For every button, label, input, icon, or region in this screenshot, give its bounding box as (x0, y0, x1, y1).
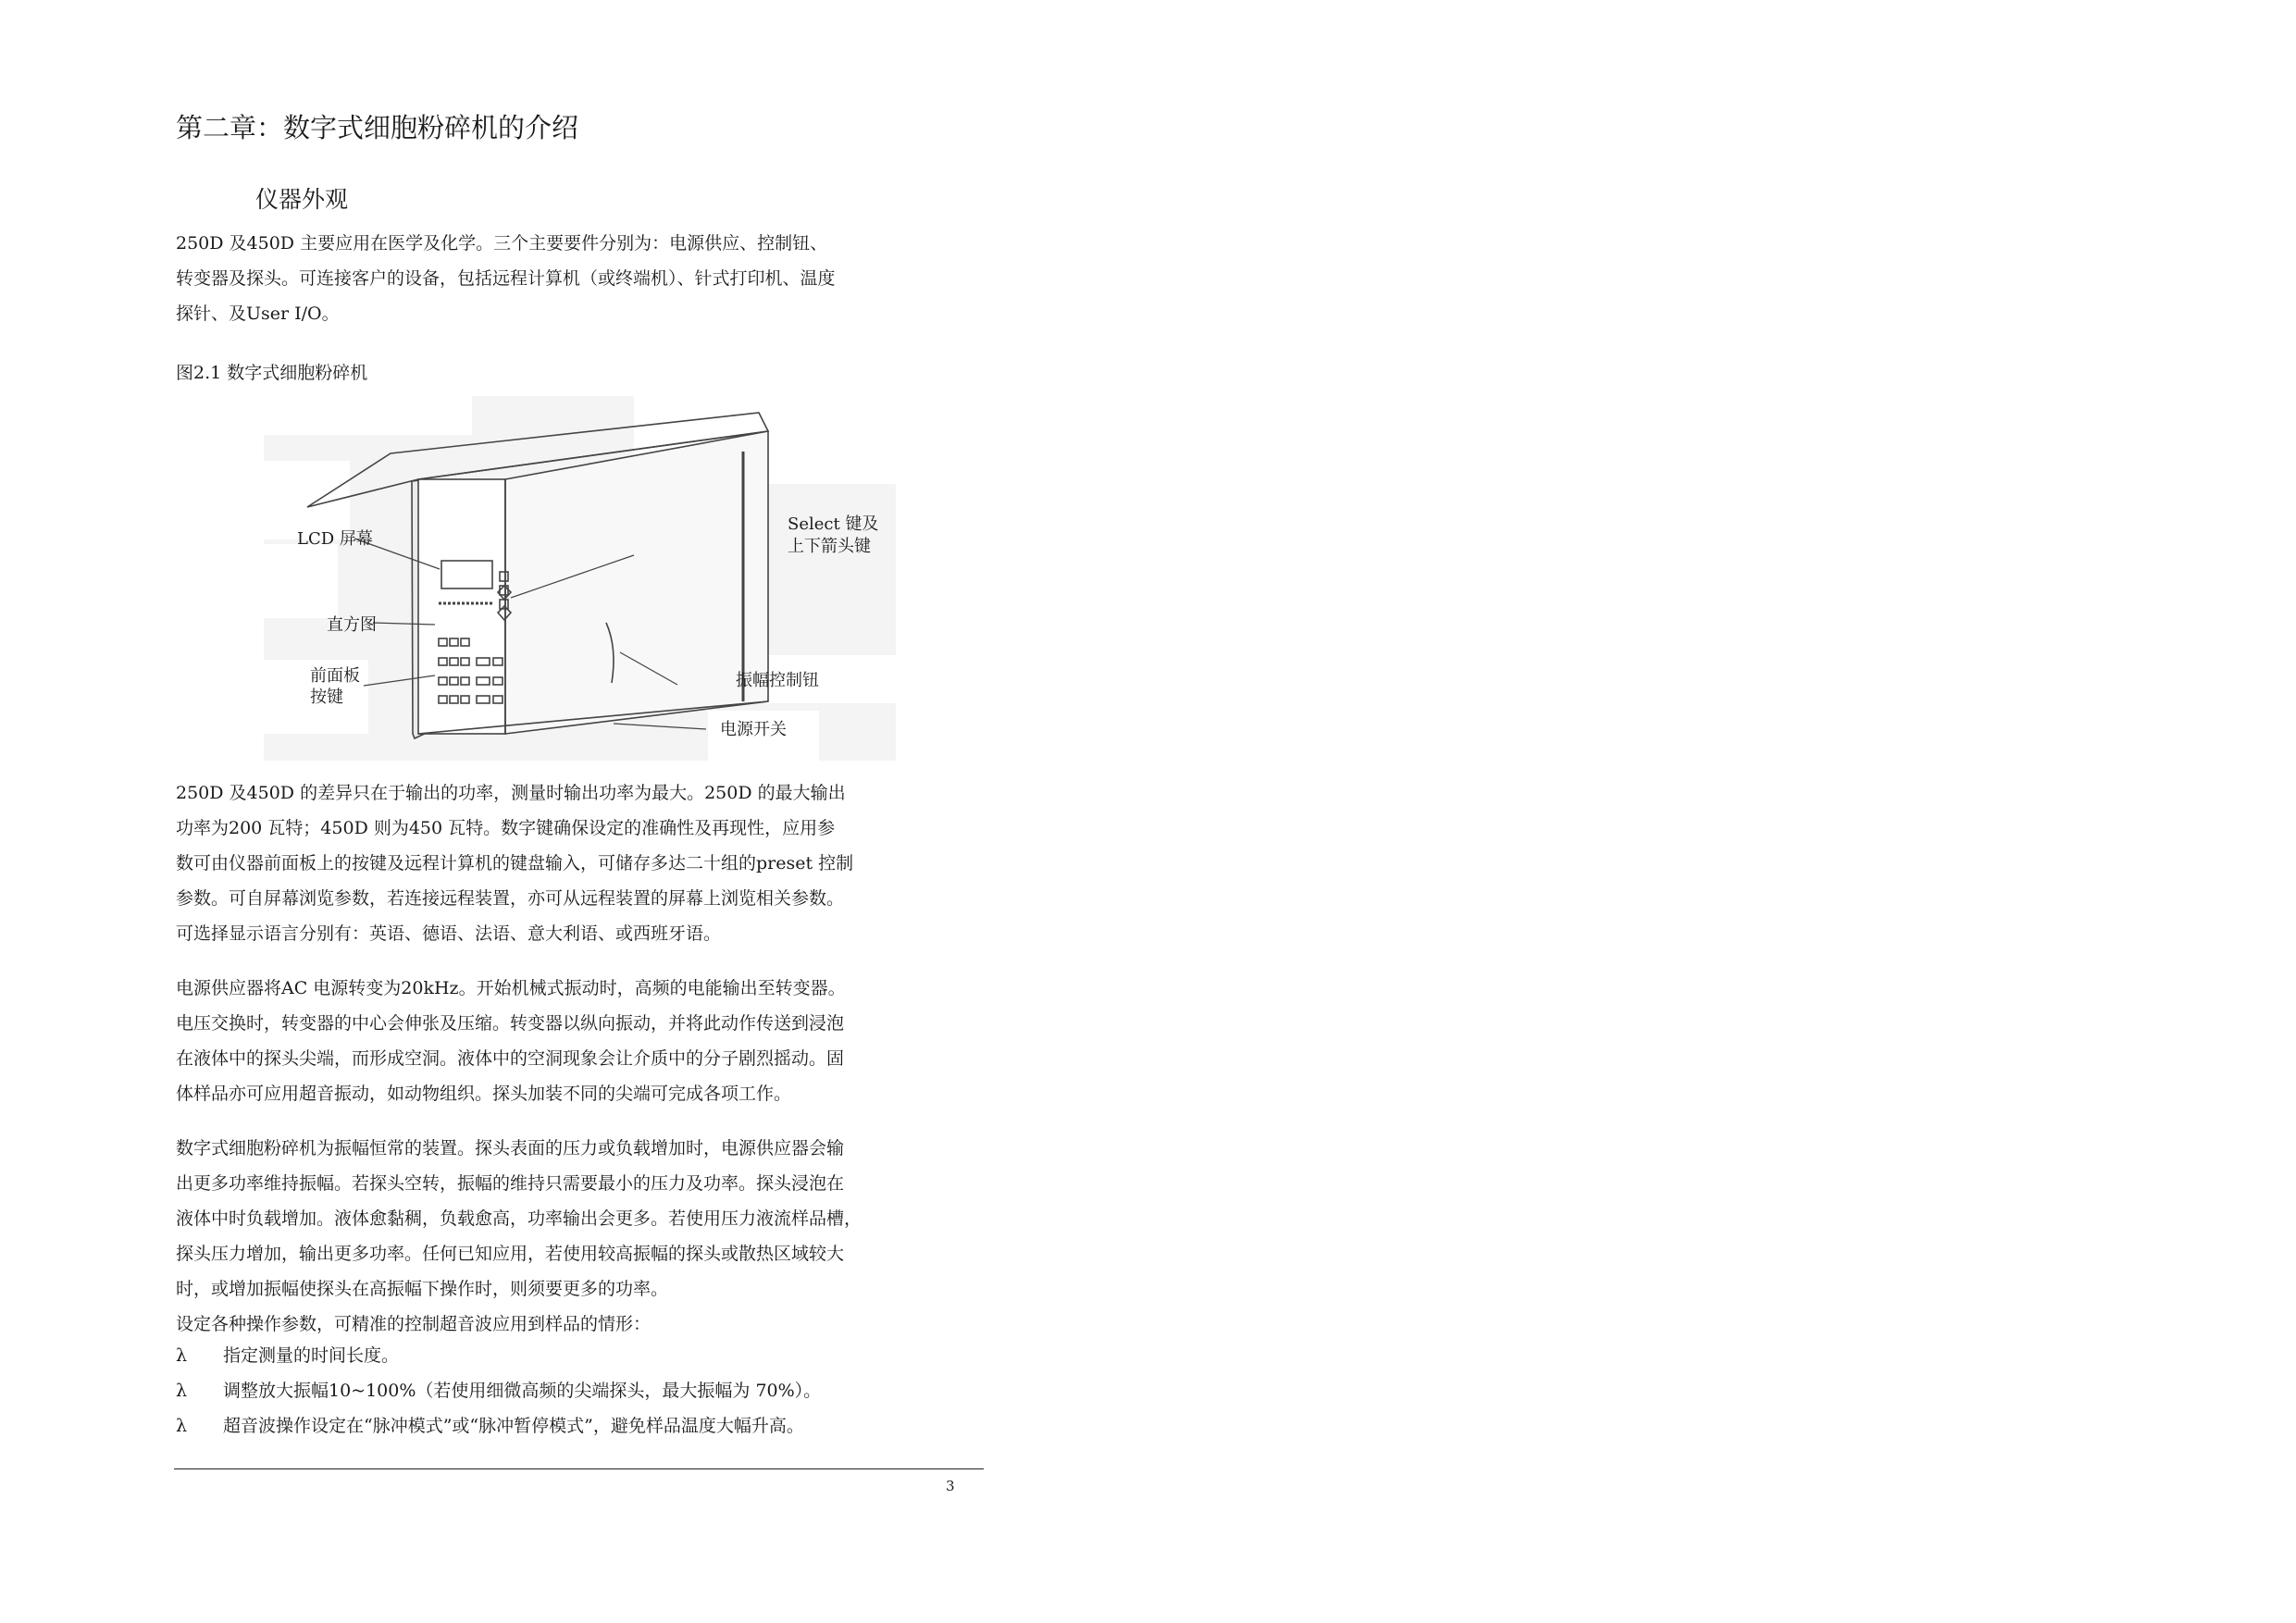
label-histogram: 直方图 (327, 615, 377, 635)
paragraph-4 (176, 1131, 862, 1342)
label-amplitude: 振幅控制钮 (736, 671, 819, 690)
paragraph-line: 参数。可自屏幕浏览参数，若连接远程装置，亦可从远程装置的屏幕上浏览相关参数。 (176, 888, 845, 909)
footer-rule (174, 1468, 984, 1469)
bullet-text: 调整放大振幅10~100%（若使用细微高频的尖端探头，最大振幅为 70%）。 (223, 1381, 822, 1401)
sonicator-figure (264, 396, 896, 761)
paragraph-line: 在液体中的探头尖端，而形成空洞。液体中的空洞现象会让介质中的分子剧烈摇动。固 (176, 1048, 845, 1069)
paragraph-line: 液体中时负载增加。液体愈黏稠，负载愈高，功率输出会更多。若使用压力液流样品槽， (176, 1208, 863, 1229)
label-front-panel-line1: 前面板 (310, 666, 360, 686)
bullet-icon: λ (176, 1345, 188, 1366)
paragraph-2 (176, 775, 853, 951)
paragraph-line: 250D 及450D 主要应用在医学及化学。三个主要要件分别为：电源供应、控制钮、 (176, 233, 828, 254)
bullet-icon: λ (176, 1416, 188, 1436)
paragraph-3 (176, 971, 846, 1111)
figure-caption: 图2.1 数字式细胞粉碎机 (176, 363, 368, 383)
paragraph-line: 电源供应器将AC 电源转变为20kHz。开始机械式振动时，高频的电能输出至转变器。 (176, 978, 846, 998)
label-power: 电源开关 (720, 720, 787, 739)
bullet-text: 超音波操作设定在“脉冲模式”或“脉冲暂停模式”，避免样品温度大幅升高。 (223, 1416, 804, 1436)
label-select-line2: 上下箭头键 (788, 537, 871, 556)
paragraph-line: 设定各种操作参数，可精准的控制超音波应用到样品的情形： (176, 1314, 652, 1334)
paragraph-line: 体样品亦可应用超音振动，如动物组织。探头加装不同的尖端可完成各项工作。 (176, 1084, 792, 1104)
paragraph-line: 时，或增加振幅使探头在高振幅下操作时，则须要更多的功率。 (176, 1279, 669, 1299)
bullet-item (176, 1377, 821, 1402)
paragraph-line: 探头压力增加，输出更多功率。任何已知应用，若使用较高振幅的探头或散热区域较大 (176, 1244, 845, 1264)
page-number: 3 (946, 1478, 955, 1494)
section-title: 仪器外观 (255, 186, 349, 213)
label-select-line1: Select 键及 (788, 514, 879, 534)
paragraph-line: 电压交换时，转变器的中心会伸张及压缩。转变器以纵向振动，并将此动作传送到浸泡 (176, 1013, 845, 1034)
paragraph-line: 可选择显示语言分别有：英语、德语、法语、意大利语、或西班牙语。 (176, 923, 722, 944)
paragraph-line: 250D 及450D 的差异只在于输出的功率，测量时输出功率为最大。250D 的最大输出 (176, 783, 846, 803)
bullet-text: 指定测量的时间长度。 (223, 1345, 400, 1366)
bullet-item (176, 1342, 399, 1367)
paragraph-line: 功率为200 瓦特；450D 则为450 瓦特。数字键确保设定的准确性及再现性，应用参 (176, 818, 836, 838)
sonicator-illustration (264, 396, 896, 761)
bullet-icon: λ (176, 1381, 188, 1401)
label-lcd: LCD 屏幕 (297, 529, 373, 549)
paragraph-line: 转变器及探头。可连接客户的设备，包括远程计算机（或终端机）、针式打印机、温度 (176, 268, 836, 289)
intro-paragraph (176, 226, 836, 331)
label-front-panel-line2: 按键 (310, 688, 343, 707)
paragraph-line: 出更多功率维持振幅。若探头空转，振幅的维持只需要最小的压力及功率。探头浸泡在 (176, 1173, 845, 1194)
chapter-title: 第二章：数字式细胞粉碎机的介绍 (176, 112, 579, 143)
bullet-item (176, 1412, 804, 1437)
paragraph-line: 数可由仪器前面板上的按键及远程计算机的键盘输入，可储存多达二十组的preset 控制 (176, 853, 854, 873)
paragraph-line: 数字式细胞粉碎机为振幅恒常的装置。探头表面的压力或负载增加时，电源供应器会输 (176, 1138, 845, 1158)
paragraph-line: 探针、及User I/O。 (176, 304, 340, 324)
